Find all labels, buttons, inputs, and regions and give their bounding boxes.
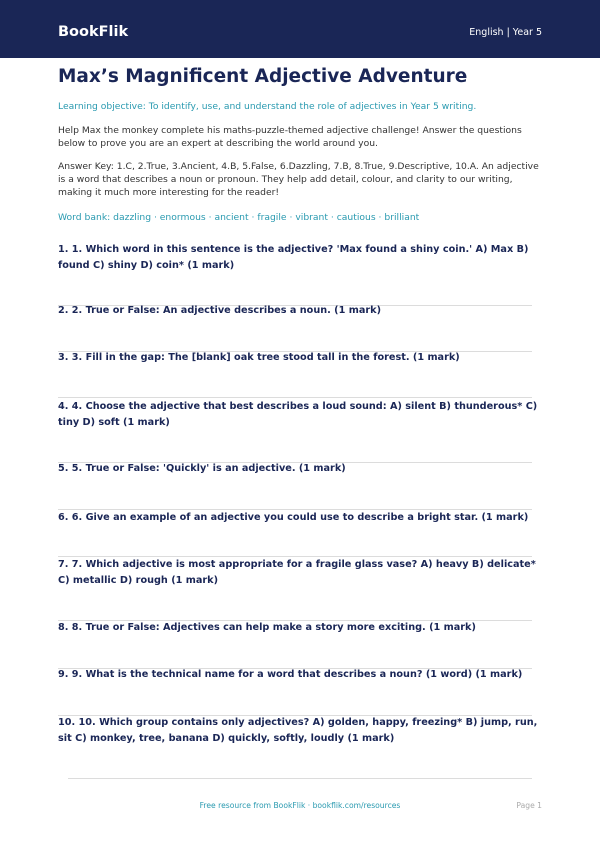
footer-link[interactable]: Free resource from BookFlik · bookflik.com/resources	[199, 801, 401, 810]
question-2: 2. 2. True or False: An adjective describes a noun. (1 mark)	[58, 305, 382, 316]
question-9: 9. 9. What is the technical name for a word that describes a noun? (1 word) (1 mark)	[58, 669, 523, 680]
question-7: 7. 7. Which adjective is most appropriate for a fragile glass vase? A) heavy B) delicate* C) metallic D) rough (1 mark)	[58, 559, 536, 586]
brand-logo: BookFlik	[58, 24, 129, 40]
learning-objective: Learning objective: To identify, use, and understand the role of adjectives in Year 5 writing.	[58, 101, 477, 112]
question-10: 10. 10. Which group contains only adjectives? A) golden, happy, freezing* B) jump, run, sit C) monkey, tree, banana D) quickly, softly, loudly (1 mark)	[58, 717, 538, 744]
question-1: 1. 1. Which word in this sentence is the adjective? 'Max found a shiny coin.' A) Max B) found C) shiny D) coin* (1 mark)	[58, 244, 529, 271]
page-number: Page 1	[516, 801, 542, 810]
question-5: 5. 5. True or False: 'Quickly' is an adjective. (1 mark)	[58, 463, 346, 474]
subject-year: English | Year 5	[469, 27, 542, 38]
footer-divider	[68, 778, 532, 779]
question-4: 4. 4. Choose the adjective that best describes a loud sound: A) silent B) thunderous* C) tiny D) soft (1 mark)	[58, 401, 538, 428]
question-3: 3. 3. Fill in the gap: The [blank] oak tree stood tall in the forest. (1 mark)	[58, 352, 460, 363]
word-bank: Word bank: dazzling · enormous · ancient · fragile · vibrant · cautious · brilliant	[58, 212, 420, 223]
question-6: 6. 6. Give an example of an adjective you could use to describe a bright star. (1 mark)	[58, 512, 529, 523]
page-title: Max’s Magnificent Adjective Adventure	[58, 66, 468, 87]
intro-text: Help Max the monkey complete his maths-puzzle-themed adjective challenge! Answer the questions below to prove you are an expert at describing the world around you.	[58, 125, 522, 149]
page-header	[0, 0, 600, 58]
question-8: 8. 8. True or False: Adjectives can help make a story more exciting. (1 mark)	[58, 622, 476, 633]
answer-line-3	[58, 397, 532, 398]
answer-key: Answer Key: 1.C, 2.True, 3.Ancient, 4.B, 5.False, 6.Dazzling, 7.B, 8.True, 9.Descriptive, 10.A. An adjective is a word that describes a noun or pronoun. They help add detail, colour, and clarity to our writing, making it much more interesting for the reader!	[58, 161, 539, 198]
